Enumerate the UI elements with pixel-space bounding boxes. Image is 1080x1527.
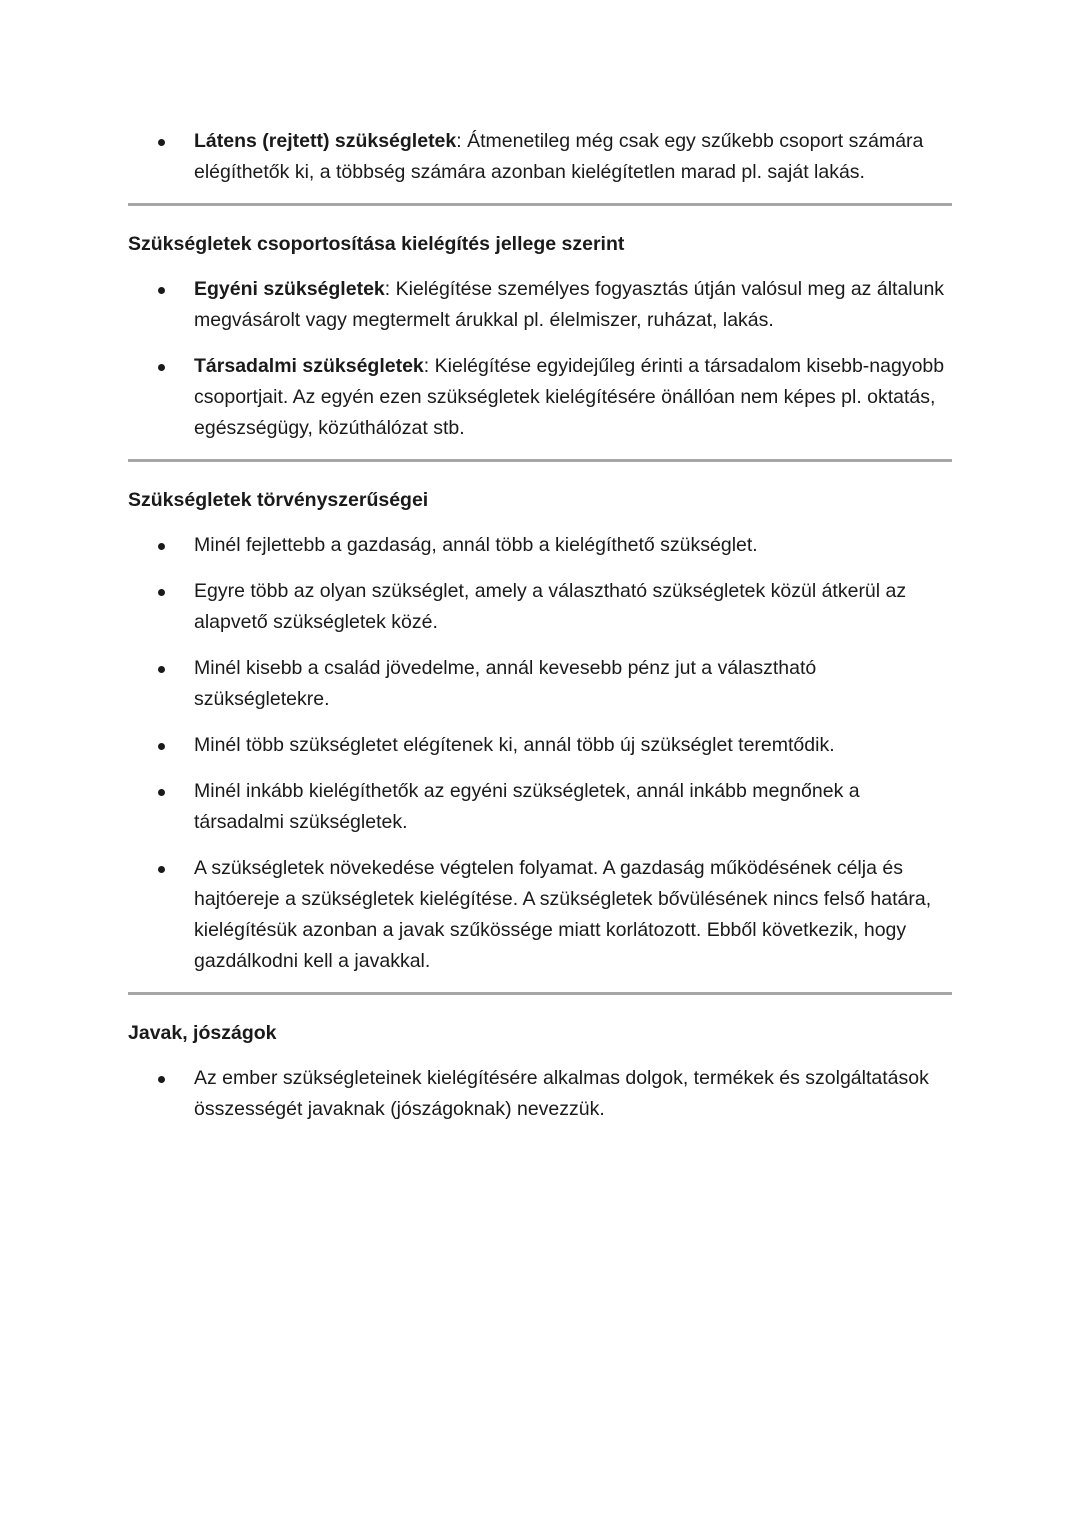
bullet-icon (158, 287, 165, 294)
bullet-icon (158, 743, 165, 750)
item-text: : Kielégítése személyes fogyasztás útján valósul meg az általunk megvásárolt vagy megtermelt árukkal pl. élelmiszer, ruházat, lakás. (194, 278, 945, 331)
bullet-icon (158, 866, 165, 873)
javak-list (128, 1063, 952, 1125)
list-item (128, 730, 952, 761)
item-text: : Átmenetileg még csak egy szűkebb csoport számára elégíthetők ki, a többség számára azonban kielégítetlen marad pl. saját lakás. (194, 130, 924, 183)
section-heading-kielegites: Szükségletek csoportosítása kielégítés jellege szerint (128, 233, 625, 255)
list-item (128, 126, 952, 188)
section-divider (128, 992, 952, 995)
bullet-icon (158, 543, 165, 550)
kielegites-list (128, 274, 952, 444)
term-label: Egyéni szükségletek (194, 278, 385, 300)
section-heading-javak: Javak, jószágok (128, 1022, 277, 1044)
item-text: Egyre több az olyan szükséglet, amely a választható szükségletek közül átkerül az alapvető szükségletek közé. (194, 580, 907, 633)
list-item (128, 351, 952, 444)
list-item (128, 1063, 952, 1125)
bullet-icon (158, 364, 165, 371)
bullet-icon (158, 789, 165, 796)
item-text: Minél fejlettebb a gazdaság, annál több a kielégíthető szükséglet. (194, 534, 758, 556)
bullet-icon (158, 666, 165, 673)
term-label: Látens (rejtett) szükségletek (194, 130, 457, 152)
list-item (128, 576, 952, 638)
list-item (128, 653, 952, 715)
section-heading-torvenyszeruseg: Szükségletek törvényszerűségei (128, 489, 429, 511)
item-text: : Kielégítése egyidejűleg érinti a társadalom kisebb-nagyobb csoportjait. Az egyén ezen szükségletek kielégítésére önállóan nem képes pl. oktatás, egészségügy, közúthálózat stb. (194, 355, 945, 439)
item-text: Minél kisebb a család jövedelme, annál kevesebb pénz jut a választható szükségletekre. (194, 657, 817, 710)
list-item (128, 853, 952, 977)
item-text: Az ember szükségleteinek kielégítésére alkalmas dolgok, termékek és szolgáltatások összességét javaknak (jószágoknak) nevezzük. (194, 1067, 929, 1120)
list-item (128, 776, 952, 838)
list-item (128, 274, 952, 336)
list-item (128, 530, 952, 561)
item-text: Minél inkább kielégíthetők az egyéni szükségletek, annál inkább megnőnek a társadalmi szükségletek. (194, 780, 860, 833)
item-text: Minél több szükségletet elégítenek ki, annál több új szükséglet teremtődik. (194, 734, 835, 756)
bullet-icon (158, 139, 165, 146)
bullet-icon (158, 1076, 165, 1083)
section-divider (128, 203, 952, 206)
torvenyszeruseg-list (128, 530, 952, 977)
term-label: Társadalmi szükségletek (194, 355, 424, 377)
document-page (128, 126, 952, 1140)
section-divider (128, 459, 952, 462)
item-text: A szükségletek növekedése végtelen folyamat. A gazdaság működésének célja és hajtóereje a szükségletek kielégítése. A szükségletek bővülésének nincs felső határa, kielégítésük azonban a javak szűkössége miatt korlátozott. Ebből következik, hogy gazdálkodni kell a javakkal. (194, 857, 932, 972)
latens-list (128, 126, 952, 188)
bullet-icon (158, 589, 165, 596)
